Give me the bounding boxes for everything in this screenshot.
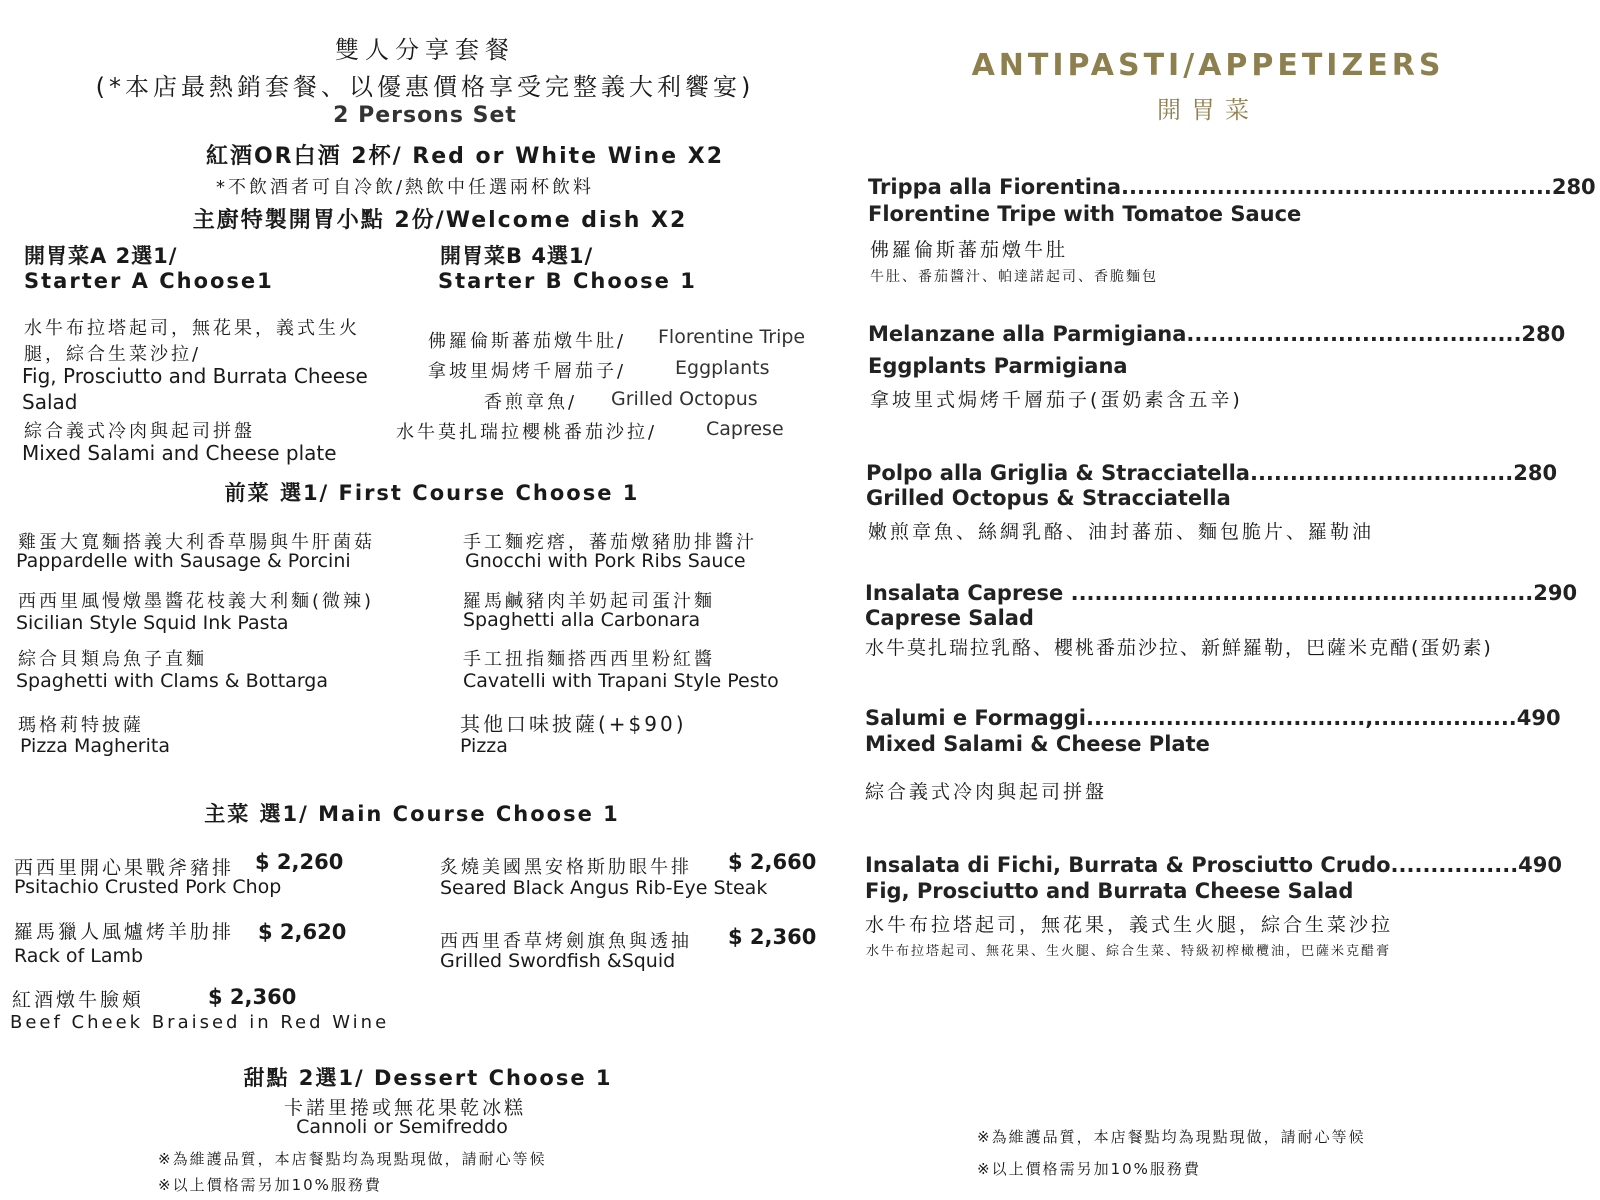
first-course-item-en: Pappardelle with Sausage & Porcini <box>16 550 351 572</box>
first-course-item-cn: 西西里風慢燉墨醬花枝義大利麵(微辣) <box>18 591 375 612</box>
starter-b-item-cn: 水牛莫扎瑞拉櫻桃番茄沙拉/ <box>396 422 658 443</box>
appetizer-cn: 嫩煎章魚、絲綢乳酪、油封蕃茄、麵包脆片、羅勒油 <box>868 521 1375 543</box>
dessert-en: Cannoli or Semifreddo <box>296 1116 508 1138</box>
main-course-item-cn: 炙燒美國黑安格斯肋眼牛排 <box>440 857 692 878</box>
starter-b-item-en: Florentine Tripe <box>658 326 806 348</box>
welcome-dish-line: 主廚特製開胃小點 2份/Welcome dish X2 <box>192 208 688 233</box>
first-course-item-en: Pizza Magherita <box>20 735 170 757</box>
starter-a-item: Fig, Prosciutto and Burrata Cheese <box>22 364 368 388</box>
main-course-item-en: Rack of Lamb <box>14 945 144 967</box>
main-course-item-en: Grilled Swordfish &Squid <box>440 950 676 972</box>
first-course-heading: 前菜 選1/ First Course Choose 1 <box>224 481 640 505</box>
appetizer-cn: 拿坡里式焗烤千層茄子(蛋奶素含五辛) <box>870 389 1243 411</box>
set-subtitle-cn: (*本店最熱銷套餐、以優惠價格享受完整義大利饗宴) <box>95 73 755 101</box>
starter-a-item: 腿，綜合生菜沙拉/ <box>24 344 202 365</box>
appetizer-name-price: Insalata Caprese ..........................................................290 <box>865 581 1578 605</box>
appetizer-en: Grilled Octopus & Stracciatella <box>866 486 1231 510</box>
appetizer-name-price: Melanzane alla Parmigiana..........................................280 <box>868 322 1566 346</box>
main-course-item-en: Seared Black Angus Rib-Eye Steak <box>440 877 768 899</box>
starter-a-item: 水牛布拉塔起司，無花果，義式生火 <box>24 318 360 339</box>
appetizers-title-en: ANTIPASTI/APPETIZERS <box>971 48 1445 83</box>
appetizer-en: Caprese Salad <box>865 606 1034 630</box>
starter-a-heading-cn: 開胃菜A 2選1/ <box>24 244 178 268</box>
first-course-item-cn: 羅馬鹹豬肉羊奶起司蛋汁麵 <box>463 591 715 612</box>
starter-a-item: 綜合義式冷肉與起司拼盤 <box>24 421 255 442</box>
starter-b-item-cn: 佛羅倫斯蕃茄燉牛肚/ <box>428 331 627 352</box>
appetizer-name-price: Polpo alla Griglia & Stracciatella.................................280 <box>866 461 1558 485</box>
starter-b-item-en: Grilled Octopus <box>611 388 758 410</box>
set-title-cn: 雙人分享套餐 <box>335 36 515 64</box>
first-course-item-cn: 手工扭指麵搭西西里粉紅醬 <box>463 649 715 670</box>
set-note-service-charge: ※以上價格需另加10%服務費 <box>158 1176 382 1194</box>
appetizer-cn: 佛羅倫斯蕃茄燉牛肚 <box>870 239 1069 261</box>
main-course-item-cn: 羅馬獵人風爐烤羊肋排 <box>14 921 235 943</box>
starter-b-item-en: Eggplants <box>675 357 770 379</box>
wine-line: 紅酒OR白酒 2杯/ Red or White Wine X2 <box>205 144 725 169</box>
main-course-item-en: Psitachio Crusted Pork Chop <box>14 876 282 898</box>
first-course-item-en: Cavatelli with Trapani Style Pesto <box>463 670 779 692</box>
first-course-item-en: Pizza <box>460 735 508 757</box>
main-course-item-cn: 紅酒燉牛臉頰 <box>12 989 145 1011</box>
main-course-item-price: $ 2,620 <box>258 920 347 944</box>
starter-a-heading-en: Starter A Choose1 <box>24 269 274 293</box>
first-course-item-en: Spaghetti with Clams & Bottarga <box>16 670 328 692</box>
first-course-item-cn: 瑪格莉特披薩 <box>18 715 144 736</box>
starter-a-item: Mixed Salami and Cheese plate <box>22 441 337 465</box>
first-course-item-en: Sicilian Style Squid Ink Pasta <box>16 612 289 634</box>
main-course-item-price: $ 2,360 <box>208 985 297 1009</box>
appetizer-name-price: Salumi e Formaggi...................................,..................490 <box>865 706 1561 730</box>
main-course-item-price: $ 2,660 <box>728 850 817 874</box>
appetizer-en: Eggplants Parmigiana <box>868 354 1128 378</box>
appetizer-cn: 水牛布拉塔起司，無花果，義式生火腿，綜合生菜沙拉 <box>865 914 1394 936</box>
starter-b-heading-en: Starter B Choose 1 <box>438 269 697 293</box>
wine-note: *不飲酒者可自冷飲/熱飲中任選兩杯飲料 <box>215 177 595 198</box>
starter-b-item-cn: 拿坡里焗烤千層茄子/ <box>428 361 627 382</box>
appetizer-name-price: Insalata di Fichi, Burrata & Prosciutto Crudo................490 <box>865 853 1563 877</box>
dessert-cn: 卡諾里捲或無花果乾冰糕 <box>283 1097 527 1119</box>
appetizer-name-price: Trippa alla Fiorentina......................................................280 <box>868 175 1596 199</box>
appetizer-cn: 水牛莫扎瑞拉乳酪、櫻桃番茄沙拉、新鮮羅勒，巴薩米克醋(蛋奶素) <box>865 637 1493 659</box>
appetizers-note-quality: ※為維護品質，本店餐點均為現點現做，請耐心等候 <box>977 1128 1366 1146</box>
set-title-en: 2 Persons Set <box>333 103 517 128</box>
appetizer-en: Mixed Salami & Cheese Plate <box>865 732 1210 756</box>
first-course-item-cn: 綜合貝類烏魚子直麵 <box>18 649 207 670</box>
appetizer-cn: 綜合義式冷肉與起司拼盤 <box>865 781 1108 803</box>
first-course-item-en: Spaghetti alla Carbonara <box>463 609 701 631</box>
starter-b-heading-cn: 開胃菜B 4選1/ <box>440 244 594 268</box>
starter-b-item-en: Caprese <box>706 418 784 440</box>
first-course-item-cn: 雞蛋大寬麵搭義大利香草腸與牛肝菌菇 <box>18 532 375 553</box>
appetizers-note-service-charge: ※以上價格需另加10%服務費 <box>977 1160 1201 1178</box>
appetizers-title-cn: 開胃菜 <box>1157 96 1259 124</box>
first-course-item-en: Gnocchi with Pork Ribs Sauce <box>465 550 746 572</box>
first-course-item-cn: 其他口味披薩(+$90) <box>460 712 687 736</box>
appetizer-detail: 水牛布拉塔起司、無花果、生火腿、綜合生菜、特級初榨橄欖油，巴薩米克醋膏 <box>866 944 1392 959</box>
main-course-item-price: $ 2,360 <box>728 925 817 949</box>
first-course-item-cn: 手工麵疙瘩，蕃茄燉豬肋排醬汁 <box>463 532 757 553</box>
main-course-item-price: $ 2,260 <box>255 850 344 874</box>
appetizer-en: Florentine Tripe with Tomatoe Sauce <box>868 202 1302 226</box>
starter-a-item: Salad <box>22 390 78 414</box>
appetizer-detail: 牛肚、番茄醬汁、帕達諾起司、香脆麵包 <box>870 269 1158 285</box>
appetizer-en: Fig, Prosciutto and Burrata Cheese Salad <box>865 879 1354 903</box>
set-note-quality: ※為維護品質，本店餐點均為現點現做，請耐心等候 <box>158 1150 547 1168</box>
starter-b-item-cn: 香煎章魚/ <box>484 392 578 413</box>
main-course-heading: 主菜 選1/ Main Course Choose 1 <box>204 802 620 826</box>
main-course-item-cn: 西西里開心果戰斧豬排 <box>14 857 235 879</box>
dessert-heading: 甜點 2選1/ Dessert Choose 1 <box>243 1066 613 1090</box>
main-course-item-cn: 西西里香草烤劍旗魚與透抽 <box>440 931 692 952</box>
main-course-item-en: Beef Cheek Braised in Red Wine <box>10 1012 390 1033</box>
